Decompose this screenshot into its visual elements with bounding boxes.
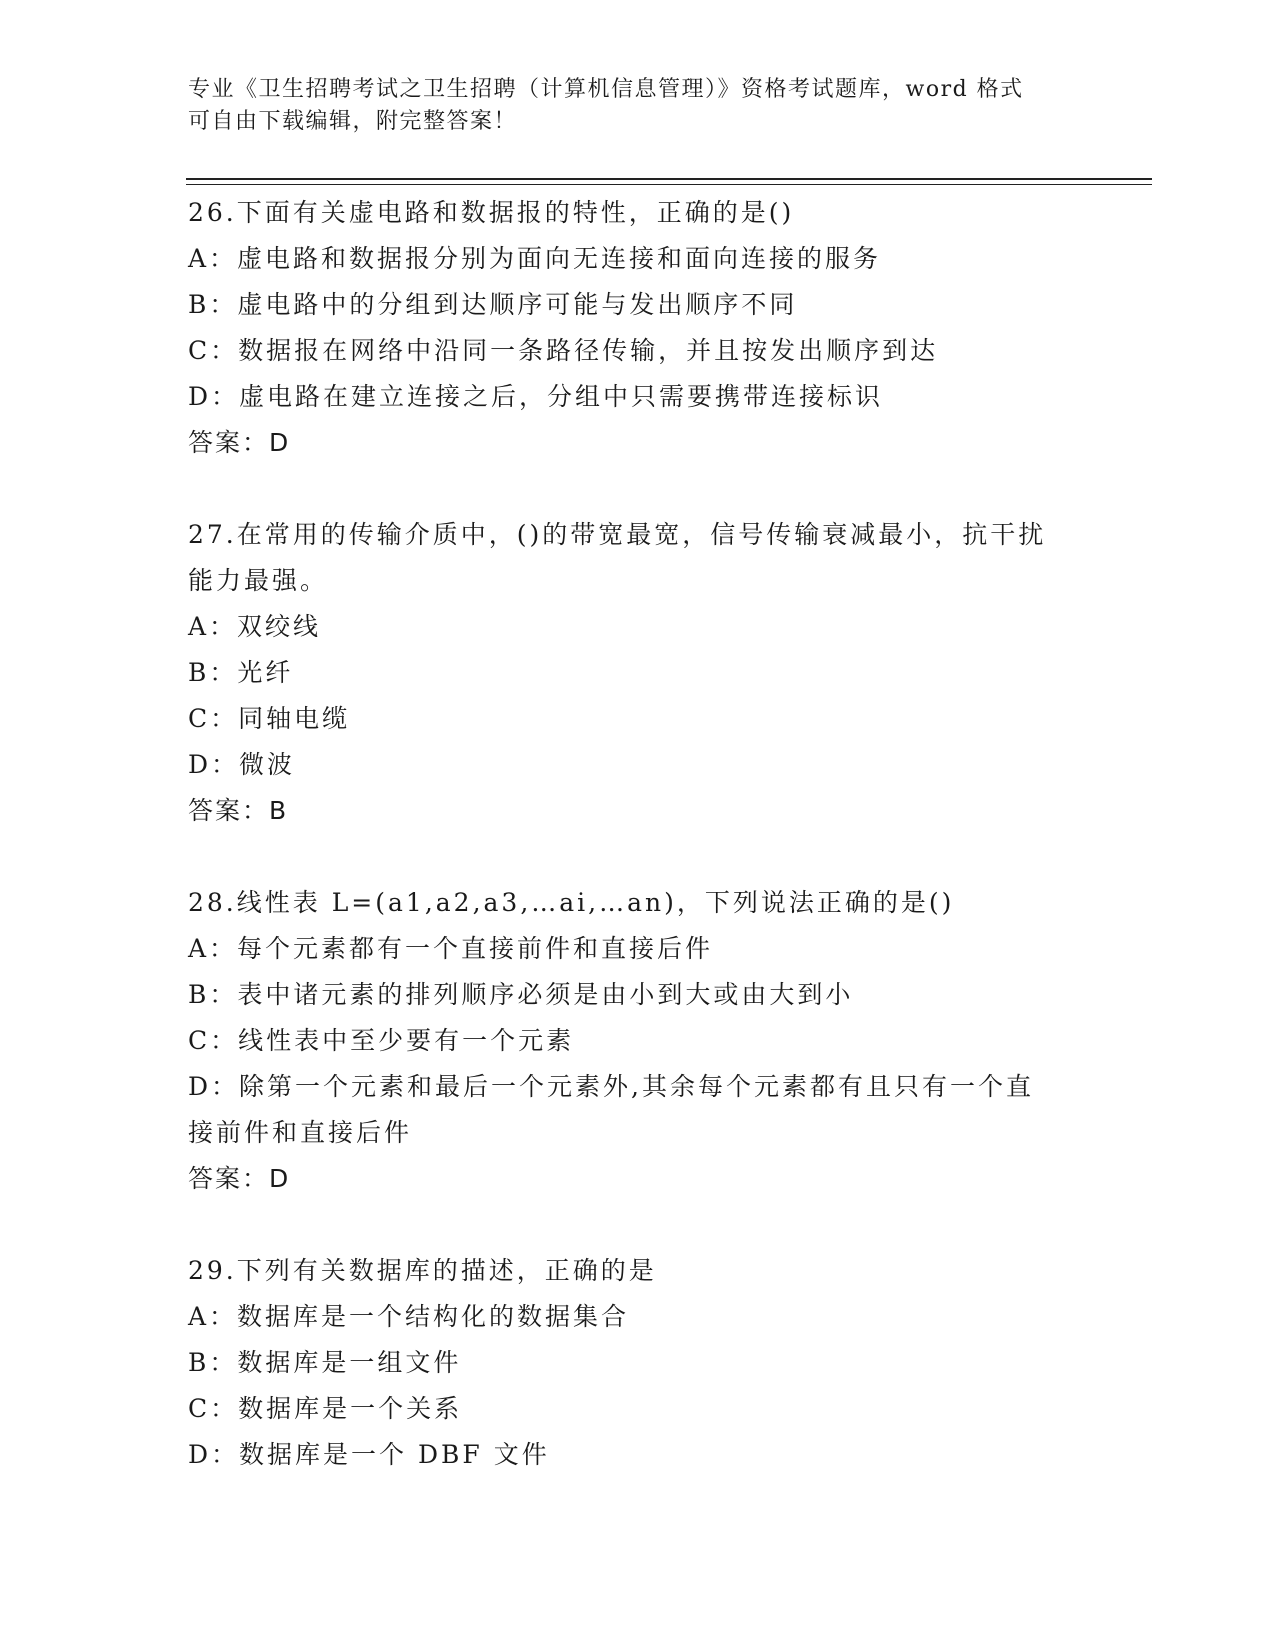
option-d: D：微波 [188,750,296,779]
header-line-2: 可自由下载编辑，附完整答案！ [188,109,518,134]
option-d: D：虚电路在建立连接之后，分组中只需要携带连接标识 [188,382,884,411]
option-d-continued: 接前件和直接后件 [188,1118,413,1147]
header-divider-thin [186,184,1152,185]
option-b: B：数据库是一组文件 [188,1348,462,1377]
option-b: B：光纤 [188,658,294,687]
option-b: B：表中诸元素的排列顺序必须是由小到大或由大到小 [188,980,854,1009]
document-header [188,74,1088,138]
option-d: D：除第一个元素和最后一个元素外,其余每个元素都有且只有一个直 [188,1072,1034,1101]
answer: 答案：B [188,796,289,825]
question-27 [188,512,1088,834]
option-b: B：虚电路中的分组到达顺序可能与发出顺序不同 [188,290,798,319]
option-a: A：双绞线 [188,612,322,641]
question-text-continued: 能力最强。 [188,566,329,595]
question-list [188,190,1088,1524]
option-a: A：虚电路和数据报分别为面向无连接和面向连接的服务 [188,244,882,273]
question-26 [188,190,1088,466]
option-c: C：数据库是一个关系 [188,1394,463,1423]
option-a: A：数据库是一个结构化的数据集合 [188,1302,630,1331]
question-28 [188,880,1088,1202]
option-c: C：线性表中至少要有一个元素 [188,1026,575,1055]
header-line-1: 专业《卫生招聘考试之卫生招聘（计算机信息管理）》资格考试题库，word 格式 [188,77,1024,102]
option-c: C：同轴电缆 [188,704,351,733]
option-a: A：每个元素都有一个直接前件和直接后件 [188,934,714,963]
question-29 [188,1248,1088,1478]
option-c: C：数据报在网络中沿同一条路径传输，并且按发出顺序到达 [188,336,939,365]
option-d: D：数据库是一个 DBF 文件 [188,1440,550,1469]
question-text: 27.在常用的传输介质中，()的带宽最宽，信号传输衰减最小，抗干扰 [188,520,1047,549]
answer: 答案：D [188,428,291,457]
question-text: 26.下面有关虚电路和数据报的特性，正确的是() [188,198,795,227]
question-text: 28.线性表 L=(a1,a2,a3,…ai,…an)，下列说法正确的是() [188,888,955,917]
question-text: 29.下列有关数据库的描述，正确的是 [188,1256,657,1285]
header-divider-thick [186,178,1152,180]
answer: 答案：D [188,1164,291,1193]
